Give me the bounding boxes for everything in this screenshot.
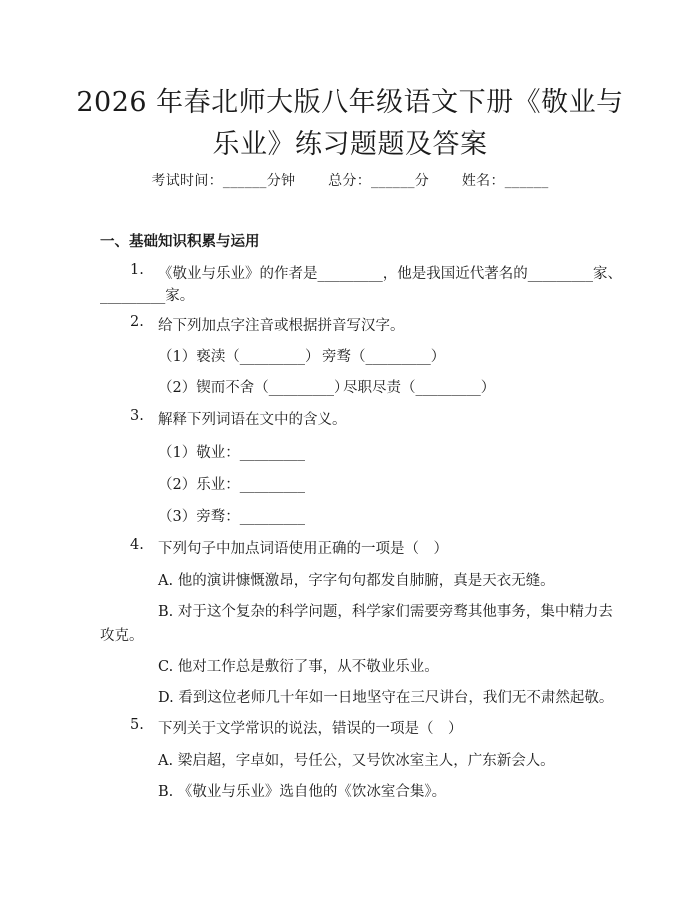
question-2-item-2b: 尽职尽责（_________） xyxy=(343,380,496,396)
page-title-line-2: 乐业》练习题题及答案 xyxy=(212,129,488,160)
page-title-line-1: 2026 年春北师大版八年级语文下册《敬业与 xyxy=(76,87,624,118)
section-heading: 一、基础知识积累与运用 xyxy=(100,234,260,250)
question-1-line-2: _________家。 xyxy=(100,288,195,304)
question-3-item-3: （3）旁骛：_________ xyxy=(158,509,305,525)
question-4-option-b-line-1: B. 对于这个复杂的科学问题，科学家们需要旁骛其他事务，集中精力去 xyxy=(158,604,613,620)
question-2-number: 2. xyxy=(130,314,144,330)
question-4-option-d: D. 看到这位老师几十年如一日地坚守在三尺讲台，我们无不肃然起敬。 xyxy=(158,690,614,706)
question-3-item-1: （1）敬业：_________ xyxy=(158,445,305,461)
question-3-item-2: （2）乐业：_________ xyxy=(158,477,305,493)
question-4-number: 4. xyxy=(130,537,144,553)
question-5-number: 5. xyxy=(130,717,144,733)
question-2-item-2a: （2）锲而不舍（_________） xyxy=(158,380,349,396)
question-3-text: 解释下列词语在文中的含义。 xyxy=(158,412,347,428)
question-1-number: 1. xyxy=(130,262,144,278)
exam-name-field: 姓名：______ xyxy=(461,173,549,189)
question-3-number: 3. xyxy=(130,408,144,424)
question-4-option-b-line-2: 攻克。 xyxy=(100,628,144,644)
question-1-line-1: 《敬业与乐业》的作者是_________，他是我国近代著名的_________家、 xyxy=(158,266,622,282)
question-4-option-c: C. 他对工作总是敷衍了事，从不敬业乐业。 xyxy=(158,659,439,675)
question-4-option-a: A. 他的演讲慷慨激昂，字字句句都发自肺腑，真是天衣无缝。 xyxy=(158,573,555,589)
exam-time: 考试时间：______分钟 xyxy=(151,173,296,189)
question-5-text: 下列关于文学常识的说法，错误的一项是（ ） xyxy=(158,721,463,737)
exam-meta xyxy=(0,170,700,190)
question-2-text: 给下列加点字注音或根据拼音写汉字。 xyxy=(158,318,405,334)
question-2-item-1a: （1）亵渎（_________） xyxy=(158,349,320,365)
question-5-option-a: A. 梁启超，字卓如，号任公，又号饮冰室主人，广东新会人。 xyxy=(158,753,555,769)
question-5-option-b: B. 《敬业与乐业》选自他的《饮冰室合集》。 xyxy=(158,784,447,800)
exam-total-score: 总分：______分 xyxy=(328,173,430,189)
question-2-item-1b: 旁骛（_________） xyxy=(322,349,446,365)
question-4-text: 下列句子中加点词语使用正确的一项是（ ） xyxy=(158,541,448,557)
